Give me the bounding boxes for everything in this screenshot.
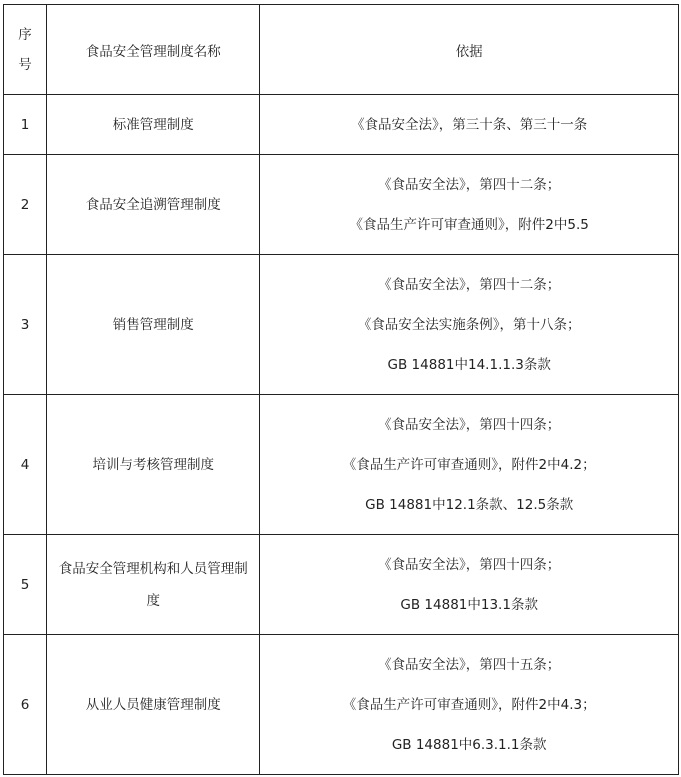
table-row (4, 395, 679, 535)
row-basis (260, 535, 679, 635)
row-no: 4 (4, 395, 47, 535)
row-name: 培训与考核管理制度 (47, 395, 260, 535)
basis-line: 《食品安全法实施条例》，第十八条； (357, 316, 581, 333)
basis-line: GB 14881中13.1条款 (400, 596, 538, 613)
basis-line: 《食品安全法》，第四十五条； (378, 656, 561, 673)
row-no: 6 (4, 635, 47, 775)
row-basis (260, 255, 679, 395)
basis-line: 《食品安全法》，第三十条、第三十一条 (351, 116, 588, 133)
basis-line: GB 14881中14.1.1.3条款 (387, 356, 551, 373)
basis-line: GB 14881中12.1条款、12.5条款 (365, 496, 574, 513)
row-basis (260, 395, 679, 535)
row-name: 食品安全追溯管理制度 (47, 155, 260, 255)
basis-line: 《食品安全法》，第四十二条； (378, 276, 561, 293)
basis-line: 《食品安全法》，第四十四条； (378, 556, 561, 573)
header-no (4, 5, 47, 95)
row-name: 食品安全管理机构和人员管理制度 (47, 535, 260, 635)
row-name: 销售管理制度 (47, 255, 260, 395)
basis-line: 《食品生产许可审查通则》，附件2中4.2； (342, 456, 596, 473)
row-no: 1 (4, 95, 47, 155)
basis-line: 《食品安全法》，第四十二条； (378, 176, 561, 193)
row-basis (260, 635, 679, 775)
row-name: 从业人员健康管理制度 (47, 635, 260, 775)
row-name: 标准管理制度 (47, 95, 260, 155)
row-no: 3 (4, 255, 47, 395)
row-no: 2 (4, 155, 47, 255)
row-basis (260, 95, 679, 155)
header-no-line1: 序 (18, 26, 32, 43)
basis-line: GB 14881中6.3.1.1条款 (391, 736, 547, 753)
table-row (4, 535, 679, 635)
header-basis: 依据 (260, 5, 679, 95)
row-no: 5 (4, 535, 47, 635)
basis-line: 《食品生产许可审查通则》，附件2中4.3； (342, 696, 596, 713)
table-row (4, 635, 679, 775)
header-name: 食品安全管理制度名称 (47, 5, 260, 95)
table-header-row (4, 5, 679, 95)
row-basis (260, 155, 679, 255)
management-system-table (3, 4, 679, 775)
table-row (4, 155, 679, 255)
table-row (4, 95, 679, 155)
basis-line: 《食品生产许可审查通则》，附件2中5.5 (349, 216, 589, 233)
basis-line: 《食品安全法》，第四十四条； (378, 416, 561, 433)
header-no-line2: 号 (18, 56, 32, 73)
table-row (4, 255, 679, 395)
